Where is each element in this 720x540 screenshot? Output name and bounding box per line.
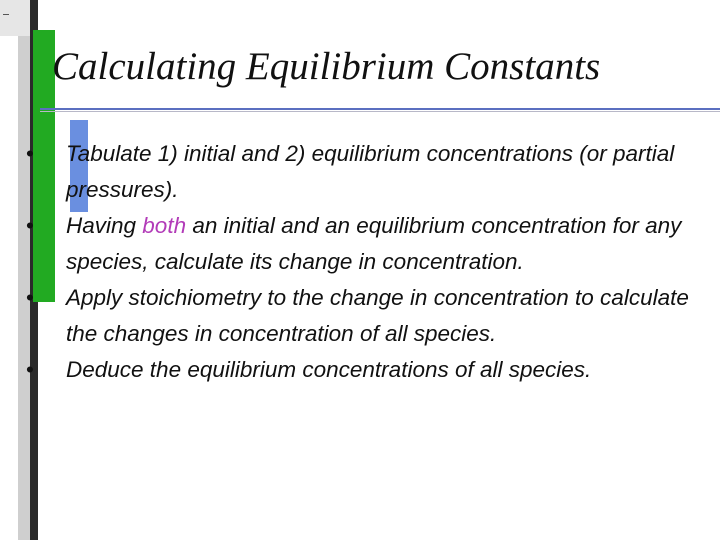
slide-title: Calculating Equilibrium Constants xyxy=(52,45,601,88)
bullet-item xyxy=(24,280,720,352)
bullet-text: Apply stoichiometry to the change in concentration to calculate the changes in concentration of all species. xyxy=(66,285,689,346)
highlighted-word: both xyxy=(142,213,187,238)
bullet-text: Deduce the equilibrium concentrations of all species. xyxy=(66,357,592,382)
decor-block-top xyxy=(0,0,30,36)
bullet-dot: • xyxy=(26,141,34,166)
bullet-item xyxy=(24,352,720,388)
title-underline xyxy=(40,108,720,110)
bullet-dot: • xyxy=(26,213,34,238)
bullet-dot: • xyxy=(26,357,34,382)
decor-tick xyxy=(3,14,9,15)
bullet-text: Tabulate 1) initial and 2) equilibrium concentrations (or partial pressures). xyxy=(66,141,675,202)
bullet-list xyxy=(24,136,720,388)
bullet-dot: • xyxy=(26,285,34,310)
bullet-item xyxy=(24,208,720,280)
bullet-text-end: an initial and an equilibrium concentration for any species, calculate its change in concentration. xyxy=(66,213,682,274)
bullet-item xyxy=(24,136,720,208)
title-underline-shadow xyxy=(40,111,720,112)
bullet-text-start: Having xyxy=(66,213,143,238)
